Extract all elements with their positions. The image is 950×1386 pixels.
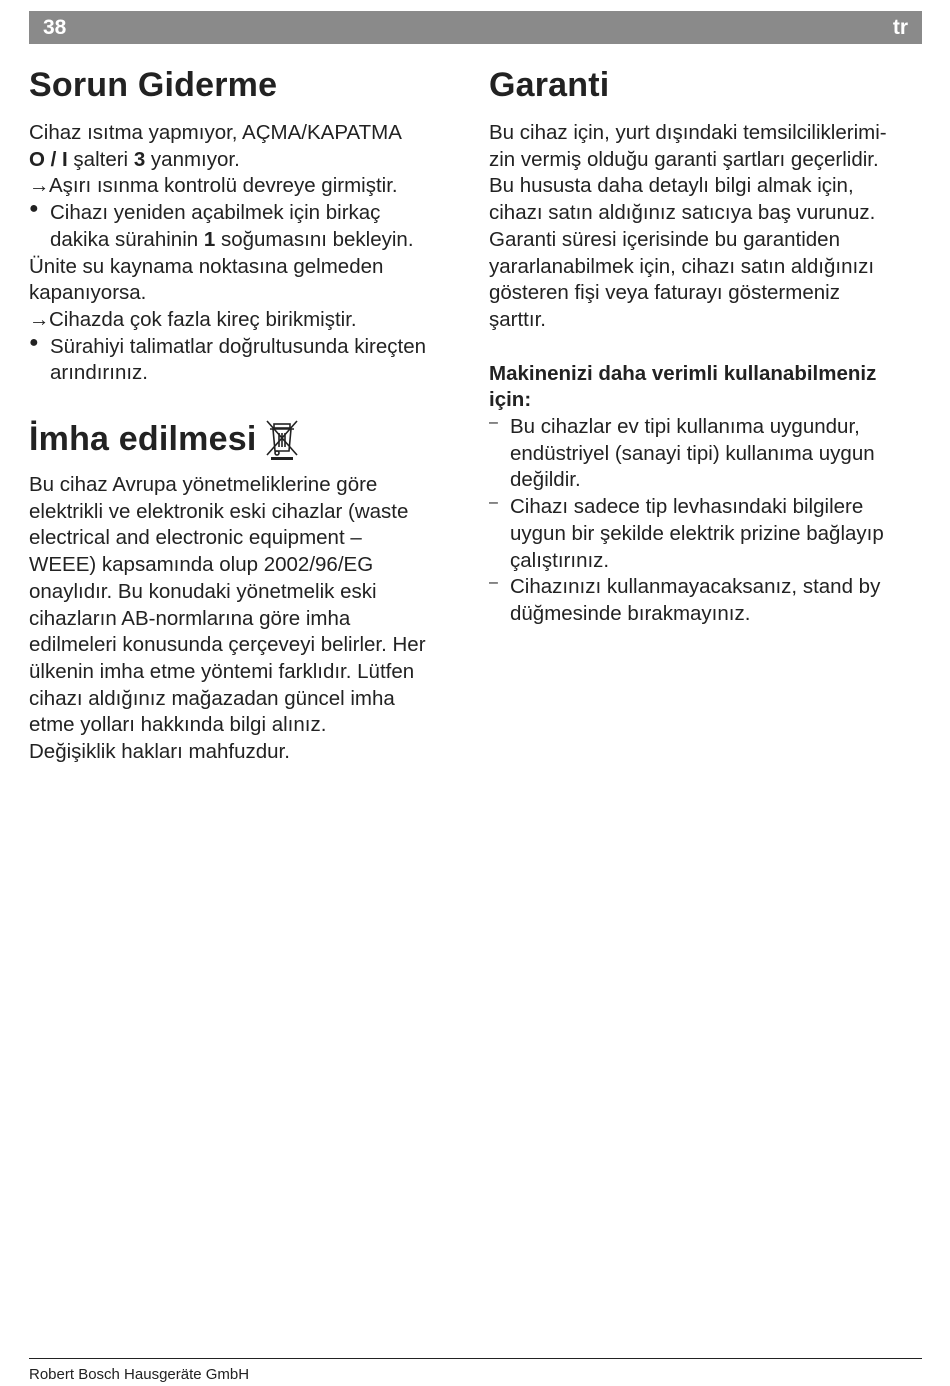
problem-2-line-a: Ünite su kaynama noktasına gelmeden: [29, 254, 384, 278]
remedy-1: ● Cihazı yeniden açabilmek için birkaç dakika sürahinin 1 soğumasını bekleyin.: [29, 200, 414, 251]
cause-1: → Aşırı ısınma kontrolü devreye girmiştir.: [29, 173, 469, 200]
dash-icon: –: [489, 414, 498, 432]
right-column: [489, 62, 929, 628]
warranty-title: Garanti: [489, 66, 610, 104]
arrow-icon: →: [29, 307, 50, 331]
page-header-bar: [29, 11, 922, 44]
tip-item: – Cihazınızı kullanmayacaksanız, stand by düğmesinde bırakmayınız.: [489, 574, 881, 625]
problem-1-switch-line: O / I şalteri 3 yanmıyor.: [29, 147, 240, 171]
footer-company: Robert Bosch Hausgeräte GmbH: [29, 1366, 250, 1383]
tip-item: – Cihazı sadece tip levhasındaki bilgilere uygun bir şekilde elektrik prizine bağlayıp çalıştırınız.: [489, 494, 884, 572]
disposal-heading-row: [29, 416, 469, 462]
warranty-body: Bu cihaz için, yurt dışındaki temsilciliklerimi- zin vermiş olduğu garanti şartları geçerlidir. Bu hususta daha detaylı bilgi almak için, cihazı satın aldığınız satıcıya baş vurunuz. Garanti süresi içerisinde bu garantiden yararlanabilmek için, cihazı satın aldığınızı gösteren fişi veya faturayı göstermeniz şarttır.: [489, 121, 887, 331]
disposal-title: İmha edilmesi: [29, 420, 257, 459]
tip-item: – Bu cihazlar ev tipi kullanıma uygundur, endüstriyel (sanayi tipi) kullanıma uygun değildir.: [489, 414, 875, 492]
dash-icon: –: [489, 494, 498, 512]
language-code: tr: [892, 16, 908, 39]
weee-crossed-bin-icon: [264, 417, 300, 461]
arrow-icon: →: [29, 174, 50, 198]
cause-2: → Cihazda çok fazla kireç birikmiştir.: [29, 307, 469, 334]
switch-symbol: O / I: [29, 147, 68, 171]
remedy-2: ● Sürahiyi talimatlar doğrultusunda kireçten arındırınız.: [29, 333, 427, 385]
switch-number: 3: [133, 147, 146, 171]
page-number: 38: [43, 16, 67, 39]
problem-1-line: Cihaz ısıtma yapmıyor, AÇMA/KAPATMA: [29, 121, 402, 144]
bullet-icon: ●: [29, 200, 39, 218]
footer-divider: [29, 1358, 922, 1359]
dash-icon: –: [489, 574, 498, 592]
tips-heading-cont: için:: [489, 388, 532, 412]
troubleshooting-title: Sorun Giderme: [29, 66, 278, 104]
tips-heading: Makinenizi daha verimli kullanabilmeniz: [489, 361, 877, 385]
bullet-icon: ●: [29, 333, 39, 351]
disposal-body: Bu cihaz Avrupa yönetmeliklerine göre elektrikli ve elektronik eski cihazlar (waste electrical and electronic equipment – WEEE) kapsamında olup 2002/96/EG onaylıdır. Bu konudaki yönetmelik eski cihazların AB-normlarına göre imha edilmeleri konusunda çerçeveyi belirler. Her ülkenin imha etme yöntemi farklıdır. Lütfen cihazı aldığınız mağazadan güncel imha etme yolları hakkında bilgi alınız. Değişiklik hakları mahfuzdur.: [29, 473, 426, 764]
left-column: [29, 62, 469, 766]
problem-2-line-b: kapanıyorsa.: [29, 281, 147, 305]
